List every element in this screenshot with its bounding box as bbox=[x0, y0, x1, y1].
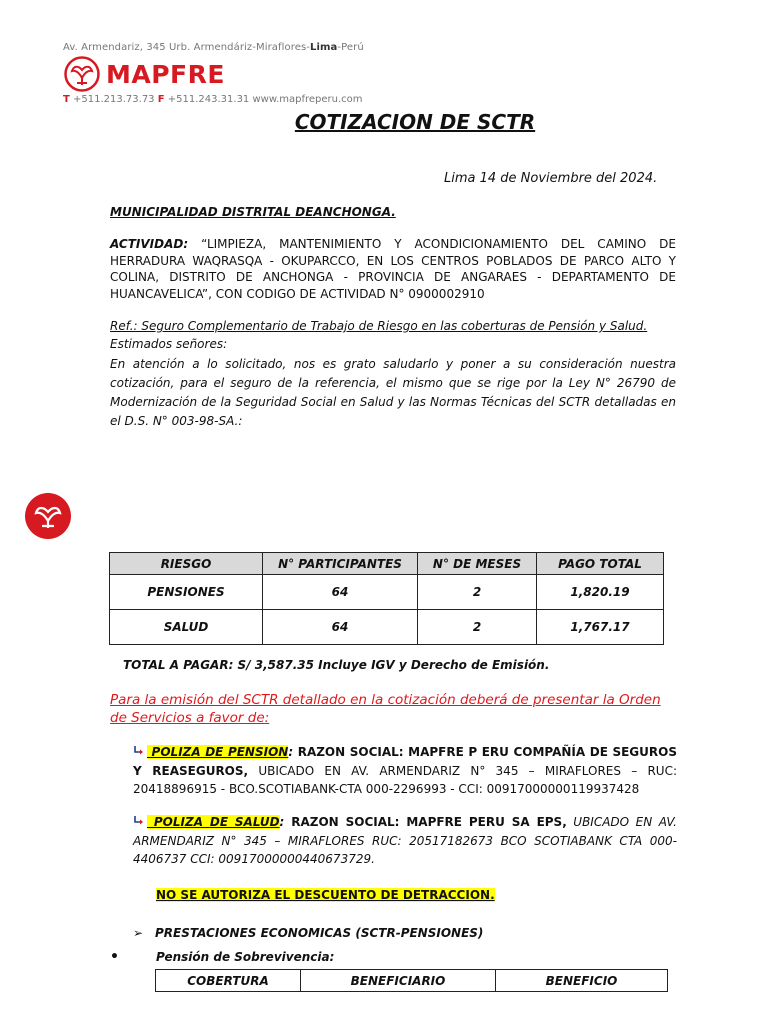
bullet-arrow-icon bbox=[133, 815, 145, 827]
notice-line: Para la emisión del SCTR detallado en la cotización deberá de presentar la Orden de Servicios a favor de: bbox=[110, 692, 661, 726]
body-paragraph: En atención a lo solicitado, nos es grato saludarlo y poner a su consideración nuestra cotización, para el seguro de la referencia, el mismo que se rige por la Ley N° 26790 de Modernización de la Seguridad Social en Salud y las Normas Técnicas del SCTR detalladas en el D.S. N° 003-98-SA.: bbox=[110, 357, 676, 428]
brand-name: MAPFRE bbox=[106, 59, 225, 89]
coverage-table bbox=[155, 969, 668, 992]
cell-riesgo: SALUD bbox=[110, 610, 263, 645]
pension-sobrevivencia-heading: • Pensión de Sobrevivencia: bbox=[110, 949, 335, 965]
poliza-salud-item: POLIZA DE SALUD: RAZON SOCIAL: MAPFRE PERU SA EPS, UBICADO EN AV. ARMENDARIZ N° 345 – MIRAFLORES RUC: 20517182673 BCO SCOTIABANK CTA 000-4406737 CCI: 00917000000440673729. bbox=[133, 815, 677, 866]
mapfre-logo-icon bbox=[64, 56, 100, 92]
col-beneficiario: BENEFICIARIO bbox=[301, 970, 496, 992]
coverage-table-header bbox=[156, 970, 668, 992]
no-detraccion-note: NO SE AUTORIZA EL DESCUENTO DE DETRACCION. bbox=[156, 888, 495, 902]
cell-riesgo: PENSIONES bbox=[110, 575, 263, 610]
header-contact: T +511.213.73.73 F +511.243.31.31 www.mapfreperu.com bbox=[63, 94, 363, 105]
col-meses: N° DE MESES bbox=[418, 553, 537, 575]
total-line: TOTAL A PAGAR: S/ 3,587.35 Incluye IGV y Derecho de Emisión. bbox=[123, 658, 550, 672]
quote-table-header bbox=[110, 553, 664, 575]
document-date: Lima 14 de Noviembre del 2024. bbox=[444, 171, 658, 186]
cell-meses: 2 bbox=[418, 575, 537, 610]
quote-table bbox=[109, 552, 664, 645]
header-address: Av. Armendariz, 345 Urb. Armendáriz-Miraflores-Lima-Perú bbox=[63, 42, 364, 53]
prestaciones-heading: ➢ PRESTACIONES ECONOMICAS (SCTR-PENSIONES) bbox=[133, 926, 484, 940]
col-cobertura: COBERTURA bbox=[156, 970, 301, 992]
col-participantes: N° PARTICIPANTES bbox=[263, 553, 418, 575]
cell-participantes: 64 bbox=[263, 575, 418, 610]
arrow-bullet-icon: ➢ bbox=[133, 926, 144, 940]
cell-pago: 1,820.19 bbox=[537, 575, 664, 610]
cell-meses: 2 bbox=[418, 610, 537, 645]
table-row bbox=[110, 575, 664, 610]
greeting: Estimados señores: bbox=[110, 337, 228, 351]
cell-participantes: 64 bbox=[263, 610, 418, 645]
actividad-paragraph: ACTIVIDAD: “LIMPIEZA, MANTENIMIENTO Y ACONDICIONAMIENTO DEL CAMINO DE HERRADURA WAQRASQA - OKUPARCCO, EN LOS CENTROS POBLADOS DE PARCO ALTO Y COLINA, DISTRITO DE ANCHONGA - PROVINCIA DE ANGARAES - DEPARTAMENTO DE HUANCAVELICA”, CON CODIGO DE ACTIVIDAD N° 0900002910 bbox=[110, 237, 676, 301]
col-pago-total: PAGO TOTAL bbox=[537, 553, 664, 575]
col-riesgo: RIESGO bbox=[110, 553, 263, 575]
table-row bbox=[110, 610, 664, 645]
bullet-arrow-icon bbox=[133, 745, 145, 757]
poliza-pension-item: POLIZA DE PENSION: RAZON SOCIAL: MAPFRE P ERU COMPAÑÍA DE SEGUROS Y REASEGUROS, UBICADO EN AV. ARMENDARIZ N° 345 – MIRAFLORES – RUC: 20418896915 - BCO.SCOTIABANK-CTA 000-2296993 - CCI: 00917000000119937428 bbox=[133, 745, 678, 796]
mapfre-logo bbox=[64, 56, 225, 92]
document-title: COTIZACION DE SCTR bbox=[294, 110, 536, 134]
col-beneficio: BENEFICIO bbox=[496, 970, 668, 992]
mapfre-side-logo-icon bbox=[25, 493, 71, 539]
dot-bullet-icon: • bbox=[110, 949, 119, 965]
reference-line: Ref.: Seguro Complementario de Trabajo de Riesgo en las coberturas de Pensión y Salud. bbox=[110, 319, 648, 333]
cell-pago: 1,767.17 bbox=[537, 610, 664, 645]
recipient: MUNICIPALIDAD DISTRITAL DEANCHONGA. bbox=[110, 205, 396, 219]
